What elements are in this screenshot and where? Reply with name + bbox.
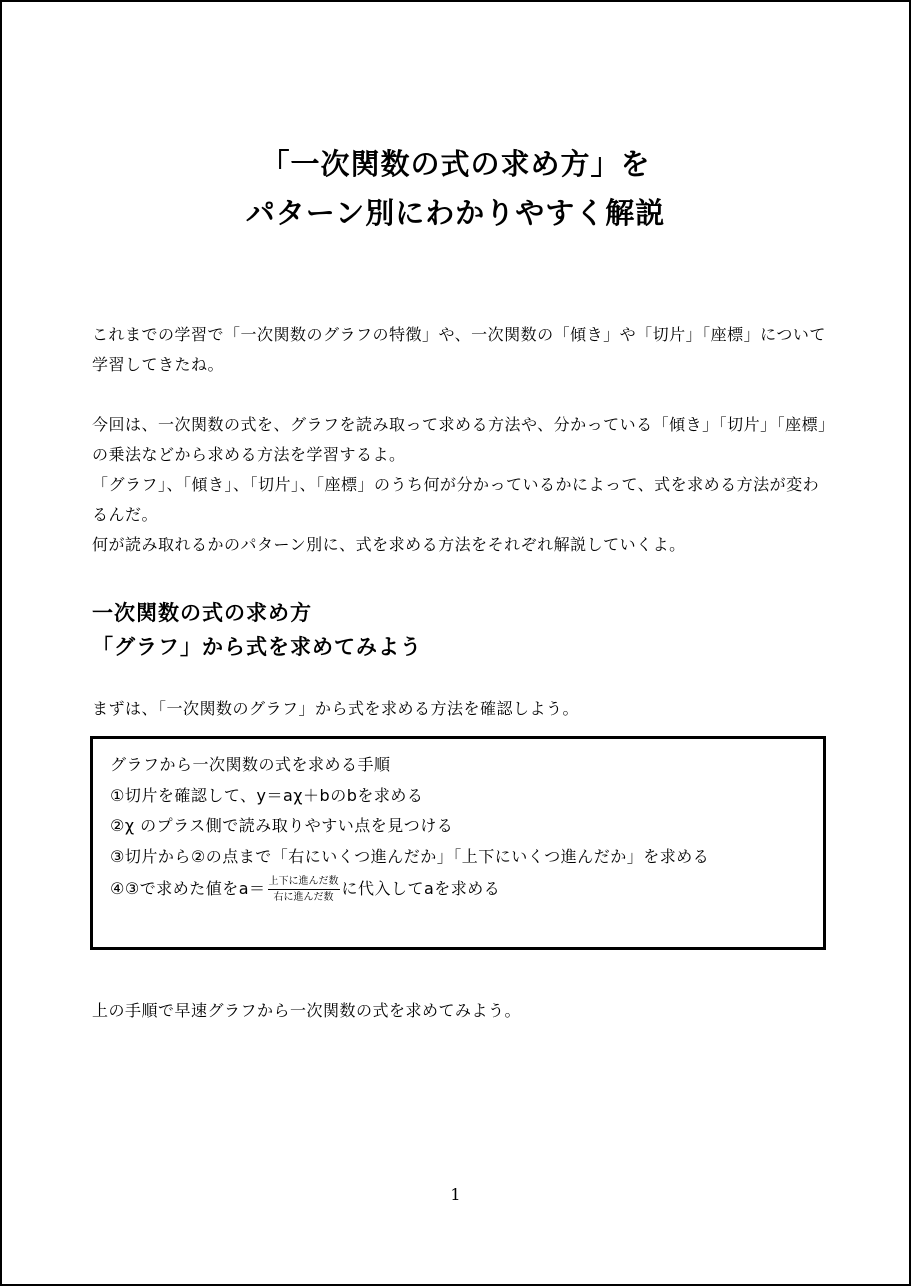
section-heading	[92, 596, 422, 664]
procedure-title: グラフから一次関数の式を求める手順	[110, 755, 391, 774]
procedure-box	[90, 736, 826, 950]
intro-paragraph-3: 「グラフ」、「傾き」、「切片」、「座標」のうち何が分かっているかによって、式を求める方法が変わるんだ。	[92, 475, 820, 524]
section-heading-line-2: 「グラフ」から式を求めてみよう	[92, 635, 422, 659]
closing-text: 上の手順で早速グラフから一次関数の式を求めてみよう。	[92, 1001, 522, 1020]
intro-paragraph-2: 今回は、一次関数の式を、グラフを読み取って求める方法や、分かっている「傾き」「切片」「座標」の乗法などから求める方法を学習するよ。	[92, 415, 827, 464]
section-lead-text: まずは、「一次関数のグラフ」から式を求める方法を確認しよう。	[92, 699, 580, 718]
procedure-step-1: ①切片を確認して、y＝aχ＋bのbを求める	[110, 785, 424, 805]
fraction-denominator: 右に進んだ数	[273, 892, 334, 903]
procedure-step-2: ②χ のプラス側で読み取りやすい点を見つける	[110, 816, 454, 835]
fraction-numerator: 上下に進んだ数	[268, 874, 340, 890]
section-heading-line-1: 一次関数の式の求め方	[92, 601, 312, 625]
procedure-step-4	[110, 874, 823, 905]
paragraph-spacer	[92, 380, 827, 410]
step-4-text-after: に代入してaを求める	[341, 879, 501, 899]
title-line-1: 「一次関数の式の求め方」を	[260, 147, 651, 181]
step-4-text-before: ④③で求めた値をa＝	[110, 879, 266, 899]
title-line-2: パターン別にわかりやすく解説	[245, 196, 666, 230]
slope-fraction	[268, 874, 340, 905]
procedure-step-3: ③切片から②の点まで「右にいくつ進んだか」「上下にいくつ進んだか」を求める	[110, 846, 710, 866]
intro-text	[92, 320, 827, 560]
page-title	[2, 140, 909, 238]
intro-paragraph-4: 何が読み取れるかのパターン別に、式を求める方法をそれぞれ解説していくよ。	[92, 535, 686, 554]
page-number: 1	[450, 1185, 461, 1204]
intro-paragraph-1: これまでの学習で「一次関数のグラフの特徴」や、一次関数の「傾き」や「切片」「座標」について学習してきたね。	[92, 325, 826, 374]
